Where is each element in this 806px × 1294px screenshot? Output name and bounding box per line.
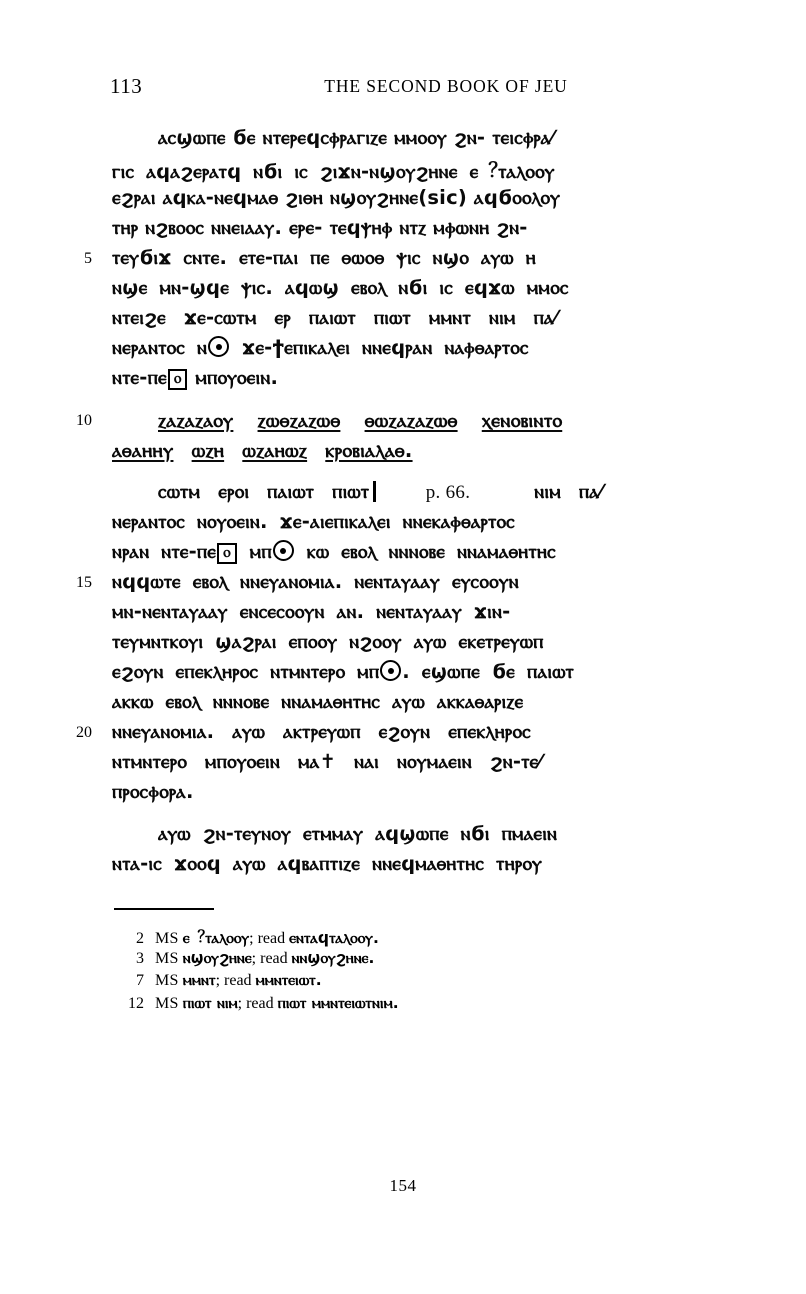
footnote-row	[114, 949, 674, 972]
footnote-row	[114, 926, 674, 949]
footnote-ms-label: MS	[155, 949, 179, 967]
footnote-separator: ; read	[249, 930, 286, 947]
footnote-line-number: 3	[136, 949, 144, 967]
footnote-ms-label: MS	[155, 930, 179, 947]
line-text-pre: ⲛⲧⲉ-ⲡⲉ	[112, 366, 167, 389]
footnote-corrected-reading: ⲉⲛⲧⲁϥⲧⲁⲗⲟⲟⲩ.	[289, 929, 379, 947]
footnote-corrected-reading: ⲡⲓⲱⲧ ⲙⲙⲛⲧⲉⲓⲱⲧⲛⲓⲙ.	[277, 993, 399, 1012]
line-text: ⲛϣⲉ ⲙⲛ-ϣϥⲉ ⲯⲓⲥ. ⲁϥⲱϣ ⲉⲃⲟⲗ ⲛϭⲓ ⲓⲥ ⲉϥϫⲱ ⲙⲙⲟⲥ	[112, 276, 569, 299]
footnote-corrected-reading: ⲙⲙⲛⲧⲉⲓⲱⲧ.	[255, 971, 322, 989]
text-line	[112, 630, 732, 660]
text-line	[112, 366, 732, 396]
footnote-ms-reading: ⲛϣⲟⲩϩⲏⲛⲉ	[182, 948, 252, 967]
footnote-separator: ; read	[237, 994, 274, 1012]
line-text: ⲛⲧⲙⲛⲧⲉⲣⲟ ⲙⲡⲟⲩⲟⲉⲓⲛ ⲙⲁ✝ ⲛⲁⲓ ⲛⲟⲩⲙⲁⲉⲓⲛ ϩⲛ-ⲧⲉ⁄	[112, 750, 542, 773]
line-text: ⲛⲧⲉⲓϩⲉ ϫⲉ-ⲥⲱⲧⲙ ⲉⲣ ⲡⲁⲓⲱⲧ ⲡⲓⲱⲧ ⲙⲙⲛⲧ ⲛⲓⲙ ⲡⲁ⁄	[112, 306, 558, 329]
text-line	[112, 780, 732, 810]
line-number: 15	[76, 574, 92, 591]
line-text: ⲡⲣⲟⲥⲫⲟⲣⲁ.	[112, 780, 194, 803]
line-number: 10	[76, 412, 92, 429]
ms-page-break-icon	[373, 481, 376, 502]
line-text: ⲁⲕⲕⲱ ⲉⲃⲟⲗ ⲛⲛⲛⲟⲃⲉ ⲛⲛⲁⲙⲁⲑⲏⲧⲏⲥ ⲁⲩⲱ ⲁⲕⲕⲁⲑⲁⲣⲓⲍⲉ	[112, 690, 524, 713]
folio-number: 113	[110, 74, 143, 98]
boxed-omicron-sigil-icon: ⲟ	[168, 369, 188, 390]
ms-folio-reference: p. 66.	[425, 482, 471, 503]
line-text: ⲛⲛⲉⲩⲁⲛⲟⲙⲓⲁ. ⲁⲩⲱ ⲁⲕⲧⲣⲉⲩⲱⲡ ⲉϩⲟⲩⲛ ⲉⲡⲉⲕⲗⲏⲣⲟⲥ	[112, 720, 531, 743]
voces-magicae-line	[112, 438, 732, 468]
text-line	[112, 216, 732, 246]
text-line	[112, 690, 732, 720]
footnote-line-number: 12	[128, 994, 144, 1012]
text-line	[112, 480, 732, 510]
line-text: ⲛϥϥⲱⲧⲉ ⲉⲃⲟⲗ ⲛⲛⲉⲩⲁⲛⲟⲙⲓⲁ. ⲛⲉⲛⲧⲁⲩⲁⲁⲩ ⲉⲩⲥⲟⲟⲩⲛ	[112, 570, 519, 593]
text-line	[112, 186, 732, 216]
text-line	[112, 306, 732, 336]
sun-sigil-icon	[273, 540, 294, 561]
footnote-rule	[114, 908, 214, 910]
footnote-line-number: 2	[136, 930, 144, 947]
line-text: ⲁⲥϣⲱⲡⲉ ϭⲉ ⲛⲧⲉⲣⲉϥⲥⲫⲣⲁⲅⲓⲍⲉ ⲙⲙⲟⲟⲩ ϩⲛ- ⲧⲉⲓⲥⲫⲣⲁ⁄	[158, 126, 554, 149]
text-line	[112, 660, 732, 690]
vox-magica: ⲱⲍⲁⲏⲱⲍ	[242, 438, 308, 462]
line-text: ⲧⲉⲩϭⲓϫ ⲥⲛⲧⲉ. ⲉⲧⲉ-ⲡⲁⲓ ⲡⲉ ⲑⲱⲟⲑ ⲯⲓⲥ ⲛϣⲟ ⲁⲩⲱ ⲏ	[112, 246, 536, 269]
voces-magicae-line	[76, 408, 732, 438]
line-text: ⲉϩⲣⲁⲓ ⲁϥⲕⲁ-ⲛⲉϥⲙⲁⲑ ϩⲓⲑⲏ ⲛϣⲟⲩϩⲏⲛⲉ(sic) ⲁϥϭⲟⲟⲗⲟⲩ	[112, 186, 561, 209]
vox-magica: ⲍⲱⲑⲍⲁⲍⲱⲑ	[257, 408, 341, 432]
text-line	[84, 246, 732, 276]
line-text-post: ⲛⲓⲙ ⲡⲁ⁄	[516, 480, 603, 503]
footnote-ms-label: MS	[155, 994, 179, 1012]
page-number: 154	[389, 1176, 417, 1195]
line-text-pre: ⲛⲉⲣⲁⲛⲧⲟⲥ ⲛ	[112, 336, 208, 359]
line-text-mid: ⲙⲡ	[237, 540, 272, 563]
vox-magica: ⲑⲱⲍⲁⲍⲁⲍⲱⲑ	[364, 408, 458, 432]
text-line	[112, 156, 732, 186]
line-text-pre: ⲥⲱⲧⲙ ⲉⲣⲟⲓ ⲡⲁⲓⲱⲧ ⲡⲓⲱⲧ	[158, 480, 370, 503]
line-text-post: . ⲉϣⲱⲡⲉ ϭⲉ ⲡⲁⲓⲱⲧ	[402, 660, 575, 683]
text-line	[112, 510, 732, 540]
line-text-pre: ⲉϩⲟⲩⲛ ⲉⲡⲉⲕⲗⲏⲣⲟⲥ ⲛⲧⲙⲛⲧⲉⲣⲟ ⲙⲡ	[112, 660, 380, 683]
boxed-omicron-sigil-icon: ⲟ	[217, 543, 237, 564]
footnotes-apparatus	[114, 926, 674, 1016]
vox-magica: ⲁⲑⲁⲏⲏⲩ	[112, 438, 174, 462]
text-line	[76, 720, 732, 750]
line-text: ⲅⲓⲥ ⲁϥⲁϩⲉⲣⲁⲧϥ ⲛϭⲓ ⲓⲥ ϩⲓϫⲛ-ⲛϣⲟⲩϩⲏⲛⲉ ⲉ︖ⲧⲁⲗⲟⲟⲩ	[112, 160, 555, 183]
line-text-post: ⲙⲡⲟⲩⲟⲉⲓⲛ.	[188, 366, 279, 389]
line-text-post: ⲕⲱ ⲉⲃⲟⲗ ⲛⲛⲛⲟⲃⲉ ⲛⲛⲁⲙⲁⲑⲏⲧⲏⲥ	[294, 540, 556, 563]
text-line	[112, 336, 732, 366]
text-line	[112, 600, 732, 630]
sun-sigil-icon	[380, 660, 401, 681]
footnote-corrected-reading: ⲛⲛϣⲟⲩϩⲏⲛⲉ.	[291, 948, 375, 967]
footnote-line-number: 7	[136, 972, 144, 989]
line-text-post: ϫⲉ-ϯⲉⲡⲓⲕⲁⲗⲉⲓ ⲛⲛⲉϥⲣⲁⲛ ⲛⲁⲫⲑⲁⲣⲧⲟⲥ	[230, 336, 529, 359]
line-text: ⲛⲧⲁ-ⲓⲥ ϫⲟⲟϥ ⲁⲩⲱ ⲁϥⲃⲁⲡⲧⲓⲍⲉ ⲛⲛⲉϥⲙⲁⲑⲏⲧⲏⲥ ⲧⲏⲣⲟⲩ	[112, 852, 543, 875]
line-text: ⲧⲉⲩⲙⲛⲧⲕⲟⲩⲓ ϣⲁϩⲣⲁⲓ ⲉⲡⲟⲟⲩ ⲛϩⲟⲟⲩ ⲁⲩⲱ ⲉⲕⲉⲧⲣⲉⲩⲱⲡ	[112, 630, 544, 653]
line-text-pre: ⲛⲣⲁⲛ ⲛⲧⲉ-ⲡⲉ	[112, 540, 217, 563]
text-line	[112, 540, 732, 570]
text-block	[76, 126, 732, 882]
text-line	[112, 822, 732, 852]
vox-magica: ⲭⲉⲛⲟⲃⲓⲛⲧⲟ	[481, 408, 563, 432]
text-line	[112, 750, 732, 780]
text-line	[112, 276, 732, 306]
footnote-ms-reading: ⲙⲙⲛⲧ	[182, 971, 216, 989]
vox-magica: ⲕⲣⲟⲃⲓⲁⲗⲁⲑ.	[325, 438, 413, 462]
page-title: THE SECOND BOOK OF JEU	[324, 76, 568, 96]
footnote-ms-label: MS	[155, 972, 179, 989]
footnote-row	[114, 994, 674, 1017]
footnote-row	[114, 971, 674, 994]
line-number: 5	[84, 250, 92, 267]
text-line	[112, 126, 732, 156]
sun-sigil-icon	[208, 336, 229, 357]
footnote-ms-reading: ⲉ︖ⲧⲁⲗⲟⲟⲩ	[182, 929, 250, 947]
footnote-separator: ; read	[215, 972, 252, 989]
footnote-ms-reading: ⲡⲓⲱⲧ ⲛⲓⲙ	[182, 993, 238, 1012]
footnote-separator: ; read	[251, 949, 288, 967]
line-text: ⲙⲛ-ⲛⲉⲛⲧⲁⲩⲁⲁⲩ ⲉⲛⲥⲉⲥⲟⲟⲩⲛ ⲁⲛ. ⲛⲉⲛⲧⲁⲩⲁⲁⲩ ϫⲓⲛ-	[112, 600, 511, 623]
line-text: ⲛⲉⲣⲁⲛⲧⲟⲥ ⲛⲟⲩⲟⲉⲓⲛ. ϫⲉ-ⲁⲓⲉⲡⲓⲕⲁⲗⲉⲓ ⲛⲛⲉⲕⲁⲫⲑⲁⲣⲧⲟⲥ	[112, 510, 515, 533]
text-line	[112, 852, 732, 882]
line-text: ⲁⲩⲱ ϩⲛ-ⲧⲉⲩⲛⲟⲩ ⲉⲧⲙⲙⲁⲩ ⲁϥϣⲱⲡⲉ ⲛϭⲓ ⲡⲙⲁⲉⲓⲛ	[158, 822, 558, 845]
text-line	[76, 570, 732, 600]
line-number: 20	[76, 724, 92, 741]
line-text: ⲧⲏⲣ ⲛϩⲃⲟⲟⲥ ⲛⲛⲉⲓⲁⲁⲩ. ⲉⲣⲉ- ⲧⲉϥⲯⲏⲫ ⲛⲧⲍ ⲙⲫⲱⲛⲏ ϩⲛ-	[112, 216, 528, 239]
vox-magica: ⲱⲍⲏ	[191, 438, 225, 462]
vox-magica: ⲍⲁⲍⲁⲍⲁⲟⲩ	[158, 408, 234, 432]
running-head	[110, 74, 710, 100]
